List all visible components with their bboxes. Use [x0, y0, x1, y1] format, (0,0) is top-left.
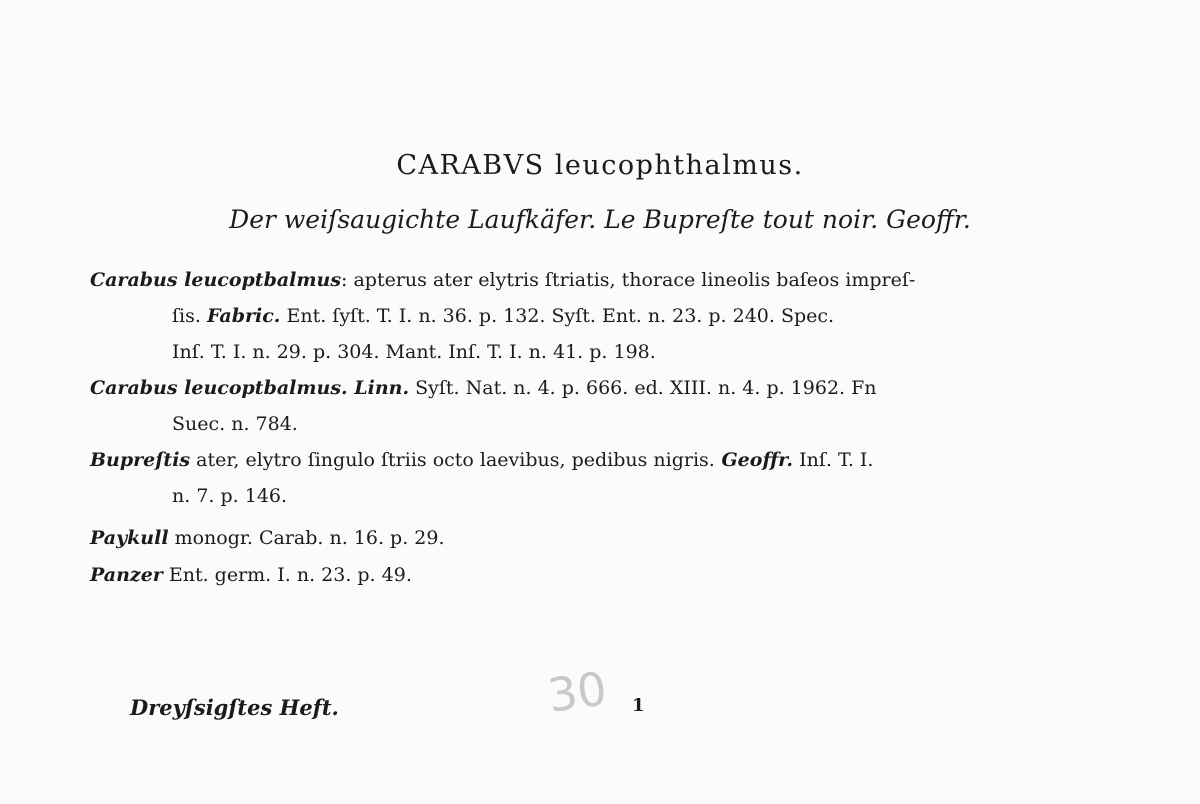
entry-line [90, 557, 1100, 593]
entry-text: Ent. ſyſt. T. I. n. 36. p. 132. Syſt. Ent. n. 23. p. 240. Spec. [280, 305, 835, 327]
synonym-entry-5 [90, 557, 1100, 593]
ghost-page-number: 30 [544, 661, 611, 723]
synonym-entry-3 [90, 442, 1100, 514]
taxon-name: Carabus leucoptbalmus [90, 269, 342, 291]
synonym-entry-1 [90, 262, 1100, 370]
entry-text: ſis. [172, 305, 207, 327]
entry-text: Syſt. Nat. n. 4. p. 666. ed. XIII. n. 4. p. 1962. Fn [409, 377, 877, 399]
entry-line [90, 298, 1100, 334]
synonym-entry-4 [90, 520, 1100, 556]
entry-line [90, 370, 1100, 406]
entry-line [90, 442, 1100, 478]
species-title: CARABVS leucophthalmus. [396, 150, 804, 181]
entry-line [90, 520, 1100, 556]
entry-text: Suec. n. 784. [172, 413, 298, 435]
entry-line [90, 262, 1100, 298]
entry-line [90, 334, 1100, 370]
entry-line [90, 478, 1100, 514]
taxon-name: Bupreſtis [90, 449, 191, 471]
taxon-name: Carabus leucoptbalmus. [90, 377, 348, 399]
entry-text: Ent. germ. I. n. 23. p. 49. [162, 564, 412, 586]
author-name: Geoffr. [714, 449, 794, 471]
common-names-line: Der weiſsaugichte Laufkäfer. Le Bupreſte tout noir. Geoffr. [229, 205, 971, 234]
entry-text: monogr. Carab. n. 16. p. 29. [168, 527, 445, 549]
entry-line [90, 406, 1100, 442]
author-name: Linn. [347, 377, 410, 399]
synonym-entry-2 [90, 370, 1100, 442]
entry-text: : apterus ater elytris ſtriatis, thorace lineolis baſeos impreſ- [341, 269, 916, 291]
author-name: Paykull [90, 527, 169, 549]
entry-text: Inſ. T. I. [793, 449, 874, 471]
entry-text: Inſ. T. I. n. 29. p. 304. Mant. Inſ. T. I. n. 41. p. 198. [172, 341, 656, 363]
issue-footer: Dreyſsigſtes Heft. [130, 695, 339, 720]
author-name: Panzer [90, 564, 163, 586]
author-name: Fabric. [206, 305, 281, 327]
signature-mark: 1 [632, 695, 645, 716]
entry-text: n. 7. p. 146. [172, 485, 288, 507]
entry-text: ater, elytro ſingulo ſtriis octo laevibus, pedibus nigris. [190, 449, 715, 471]
